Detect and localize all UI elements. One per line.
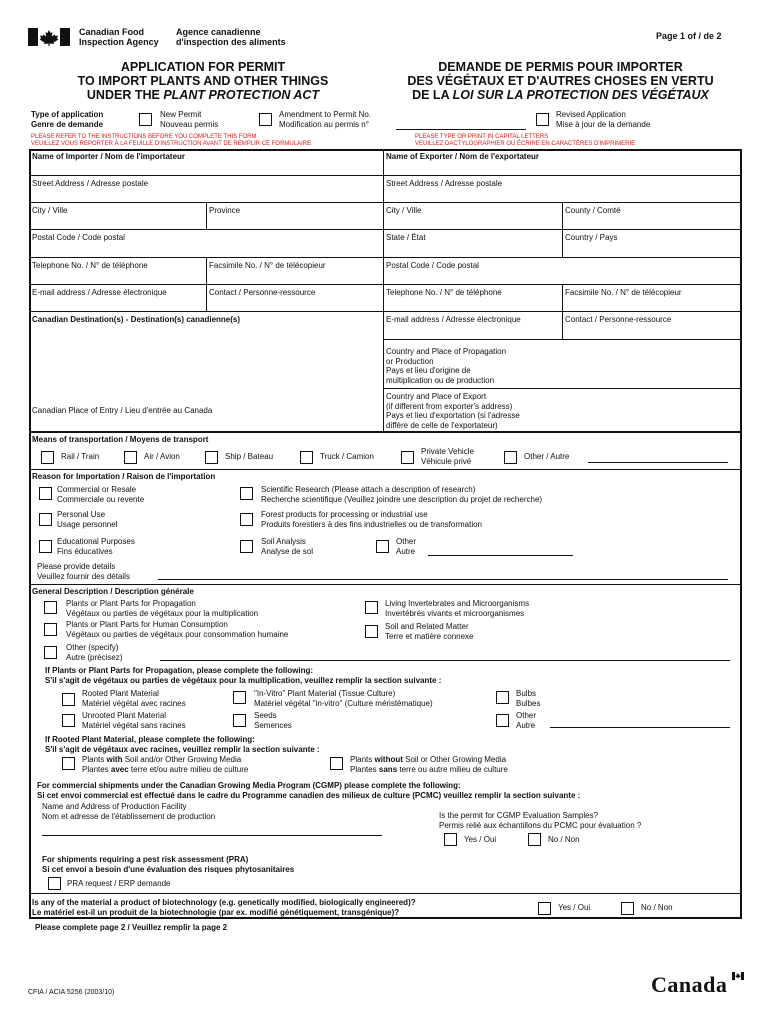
cgmp-samples-question: Is the permit for CGMP Evaluation Samples? Permis relié aux échantillons du PCMC pour évaluation ?: [439, 811, 642, 830]
pra-request-checkbox[interactable]: [48, 877, 61, 890]
soil-related-checkbox[interactable]: [365, 625, 378, 638]
bulbs-label: Bulbs Bulbes: [516, 689, 541, 708]
importer-phone-field[interactable]: Telephone No. / N° de téléphone: [32, 261, 148, 270]
transport-title: Means of transportation / Moyens de transport: [32, 435, 209, 444]
other-transport-checkbox[interactable]: [504, 451, 517, 464]
production-facility-label: Name and Address of Production Facility Nom et adresse de l'établissement de production: [42, 802, 216, 821]
continue-note: Please complete page 2 / Veuillez remplir la page 2: [35, 923, 228, 932]
propagation-checkbox[interactable]: [44, 601, 57, 614]
other-reason-checkbox[interactable]: [376, 540, 389, 553]
cgmp-no-label: No / Non: [548, 835, 580, 844]
details-label: Please provide details Veuillez fournir des détails: [37, 562, 130, 581]
general-title: General Description / Description générale: [32, 587, 194, 596]
rail-checkbox[interactable]: [41, 451, 54, 464]
rail-label: Rail / Train: [61, 452, 100, 461]
form-number: CFIA / ACIA 5256 (2003/10): [28, 989, 115, 996]
details-line[interactable]: [158, 579, 728, 580]
soil-analysis-label: Soil Analysis Analyse de sol: [261, 537, 314, 556]
exporter-phone-field[interactable]: Telephone No. / N° de téléphone: [386, 288, 502, 297]
importer-contact-field[interactable]: Contact / Personne-ressource: [209, 288, 316, 297]
soil-related-label: Soil and Related Matter Terre et matière connexe: [385, 622, 474, 641]
other-material-line[interactable]: [550, 727, 730, 728]
plants-with-soil-checkbox[interactable]: [62, 757, 75, 770]
place-of-entry-field[interactable]: Canadian Place of Entry / Lieu d'entrée au Canada: [32, 406, 213, 415]
other-specify-line[interactable]: [160, 660, 730, 661]
other-specify-label: Other (specify) Autre (précisez): [66, 643, 123, 662]
in-vitro-label: "In-Vitro" Plant Material (Tissue Culture) Matériel végétal "in-vitro" (Culture méristématique): [254, 689, 433, 708]
biotech-question: Is any of the material a product of biotechnology (e.g. genetically modified, biologically engineered)? Le matériel est-il un produit de la biotechnologie (par ex. modifié génétiquement, transgénique)?: [32, 898, 416, 917]
exporter-county-field[interactable]: County / Comté: [565, 206, 621, 215]
exporter-name-field[interactable]: Name of Exporter / Nom de l'exportateur: [386, 152, 540, 161]
invertebrates-checkbox[interactable]: [365, 601, 378, 614]
cgmp-no-checkbox[interactable]: [528, 833, 541, 846]
commercial-label: Commercial or Resale Commerciale ou revente: [57, 485, 145, 504]
permit-number-line[interactable]: [396, 129, 526, 130]
other-material-label: Other Autre: [516, 711, 537, 730]
cgmp-yes-label: Yes / Oui: [464, 835, 497, 844]
exporter-city-field[interactable]: City / Ville: [386, 206, 422, 215]
educational-label: Educational Purposes Fins éducatives: [57, 537, 135, 556]
importer-city-field[interactable]: City / Ville: [32, 206, 68, 215]
production-facility-line[interactable]: [42, 835, 382, 836]
if-propagation-heading: If Plants or Plant Parts for Propagation, please complete the following: S'il s'agit de végétaux ou parties de végétaux pour la multiplication, veuillez remplir la section suivante :: [45, 666, 442, 685]
title-fr: DEMANDE DE PERMIS POUR IMPORTER DES VÉGÉTAUX ET D'AUTRES CHOSES EN VERTU DE LA LOI SUR LA PROTECTION DES VÉGÉTAUX: [407, 60, 714, 102]
exporter-contact-field[interactable]: Contact / Personne-ressource: [565, 315, 672, 324]
forest-checkbox[interactable]: [240, 513, 253, 526]
plants-without-soil-label: Plants without Soil or Other Growing Media Plantes sans terre ou autre milieu de culture: [350, 755, 508, 774]
biotech-yes-checkbox[interactable]: [538, 902, 551, 915]
private-vehicle-label: Private Vehicle Véhicule privé: [421, 447, 474, 466]
soil-analysis-checkbox[interactable]: [240, 540, 253, 553]
other-specify-checkbox[interactable]: [44, 646, 57, 659]
importer-fax-field[interactable]: Facsimile No. / N° de télécopieur: [209, 261, 326, 270]
importer-province-field[interactable]: Province: [209, 206, 241, 215]
importer-street-field[interactable]: Street Address / Adresse postale: [32, 179, 149, 188]
pra-heading: For shipments requiring a pest risk assessment (PRA) Si cet envoi a besoin d'une évaluation des risques phytosanitaires: [42, 855, 295, 874]
revised-application-label: Revised Application Mise à jour de la demande: [556, 110, 651, 129]
other-material-checkbox[interactable]: [496, 714, 509, 727]
importer-postal-field[interactable]: Postal Code / Code postal: [32, 233, 125, 242]
exporter-street-field[interactable]: Street Address / Adresse postale: [386, 179, 503, 188]
amendment-label: Amendment to Permit No. Modification au permis n°: [279, 110, 372, 129]
unrooted-checkbox[interactable]: [62, 714, 75, 727]
canada-wordmark: Canada: [651, 974, 727, 996]
exporter-fax-field[interactable]: Facsimile No. / N° de télécopieur: [565, 288, 682, 297]
scientific-checkbox[interactable]: [240, 487, 253, 500]
title-en: APPLICATION FOR PERMIT TO IMPORT PLANTS AND OTHER THINGS UNDER THE PLANT PROTECTION ACT: [77, 60, 329, 102]
other-transport-label: Other / Autre: [524, 452, 570, 461]
biotech-yes-label: Yes / Oui: [558, 903, 591, 912]
other-reason-line[interactable]: [428, 555, 573, 556]
human-consumption-checkbox[interactable]: [44, 623, 57, 636]
page-number: Page 1 of / de 2: [656, 31, 722, 41]
if-rooted-heading: If Rooted Plant Material, please complete the following: S'il s'agit de végétaux avec racines, veuillez remplir la section suivante :: [45, 735, 320, 754]
importer-email-field[interactable]: E-mail address / Adresse électronique: [32, 288, 167, 297]
air-label: Air / Avion: [144, 452, 180, 461]
scientific-label: Scientific Research (Please attach a description of research) Recherche scientifique (Veuillez joindre une description du projet de recherche): [261, 485, 543, 504]
ship-checkbox[interactable]: [205, 451, 218, 464]
rooted-label: Rooted Plant Material Matériel végétal avec racines: [82, 689, 186, 708]
personal-checkbox[interactable]: [39, 513, 52, 526]
educational-checkbox[interactable]: [39, 540, 52, 553]
cgmp-heading: For commercial shipments under the Canadian Growing Media Program (CGMP) please complete the following: Si cet envoi commercial est effectué dans le cadre du Programme canadien des milieux de culture (PCMC) veuillez remplir la section suivante :: [37, 781, 581, 800]
exporter-email-field[interactable]: E-mail address / Adresse électronique: [386, 315, 521, 324]
truck-label: Truck / Camion: [320, 452, 374, 461]
agency-name-fr: Agence canadienne d'inspection des aliments: [176, 27, 286, 47]
forest-label: Forest products for processing or industrial use Produits forestiers à des fins industrielles ou de transformation: [261, 510, 482, 529]
other-transport-line[interactable]: [588, 462, 728, 463]
biotech-no-label: No / Non: [641, 903, 673, 912]
air-checkbox[interactable]: [124, 451, 137, 464]
canadian-destination-field[interactable]: Canadian Destination(s) - Destination(s) canadienne(s): [32, 315, 241, 324]
wordmark-flag-icon: [732, 972, 744, 980]
propagation-label: Plants or Plant Parts for Propagation Végétaux ou parties de végétaux pour la multiplication: [66, 599, 259, 618]
private-vehicle-checkbox[interactable]: [401, 451, 414, 464]
canada-flag-logo: [28, 28, 70, 46]
seeds-checkbox[interactable]: [233, 714, 246, 727]
pra-request-label: PRA request / ERP demande: [67, 879, 171, 888]
amendment-checkbox[interactable]: [259, 113, 272, 126]
exporter-state-field[interactable]: State / État: [386, 233, 426, 242]
other-reason-label: Other Autre: [396, 537, 417, 556]
new-permit-label: New Permit Nouveau permis: [160, 110, 219, 129]
exporter-postal-field[interactable]: Postal Code / Code postal: [386, 261, 479, 270]
plants-with-soil-label: Plants with Soil and/or Other Growing Media Plantes avec terre et/ou autre milieu de culture: [82, 755, 249, 774]
truck-checkbox[interactable]: [300, 451, 313, 464]
cgmp-yes-checkbox[interactable]: [444, 833, 457, 846]
revised-application-checkbox[interactable]: [536, 113, 549, 126]
new-permit-checkbox[interactable]: [139, 113, 152, 126]
ship-label: Ship / Bateau: [225, 452, 274, 461]
agency-name-en: Canadian Food Inspection Agency: [79, 27, 159, 47]
bulbs-checkbox[interactable]: [496, 691, 509, 704]
app-type-label: Type of application Genre de demande: [31, 110, 104, 129]
invertebrates-label: Living Invertebrates and Microorganisms Invertébrés vivants et microorganismes: [385, 599, 530, 618]
rooted-checkbox[interactable]: [62, 693, 75, 706]
seeds-label: Seeds Semences: [254, 711, 292, 730]
exporter-country-field[interactable]: Country / Pays: [565, 233, 618, 242]
importer-name-field[interactable]: Name of Importer / Nom de l'importateur: [32, 152, 186, 161]
personal-label: Personal Use Usage personnel: [57, 510, 118, 529]
propagation-place-field[interactable]: Country and Place of Propagation or Production Pays et lieu d'origine de multiplication ou de production: [386, 347, 507, 385]
unrooted-label: Unrooted Plant Material Matériel végétal sans racines: [82, 711, 186, 730]
human-consumption-label: Plants or Plant Parts for Human Consumption Végétaux ou parties de végétaux pour consommation humaine: [66, 620, 289, 639]
instructions-notice: PLEASE REFER TO THE INSTRUCTIONS BEFORE YOU COMPLETE THIS FORM VEUILLEZ VOUS REPORTER À LA FEUILLE D'INSTRUCTION AVANT DE REMPLIR CE FORMULAIRE: [31, 134, 312, 147]
capitals-notice: PLEASE TYPE OR PRINT IN CAPITAL LETTERS VEUILLEZ DACTYLOGRAPHIER OU ÉCRIRE EN CARACTÈRES D'IMPRIMERIE: [415, 134, 636, 147]
export-place-field[interactable]: Country and Place of Export (if different from exporter's address) Pays et lieu d'exportation (si l'adresse diffère de celle de l'exportateur): [386, 392, 520, 430]
commercial-checkbox[interactable]: [39, 487, 52, 500]
reason-title: Reason for Importation / Raison de l'importation: [32, 472, 216, 481]
in-vitro-checkbox[interactable]: [233, 691, 246, 704]
plants-without-soil-checkbox[interactable]: [330, 757, 343, 770]
biotech-no-checkbox[interactable]: [621, 902, 634, 915]
